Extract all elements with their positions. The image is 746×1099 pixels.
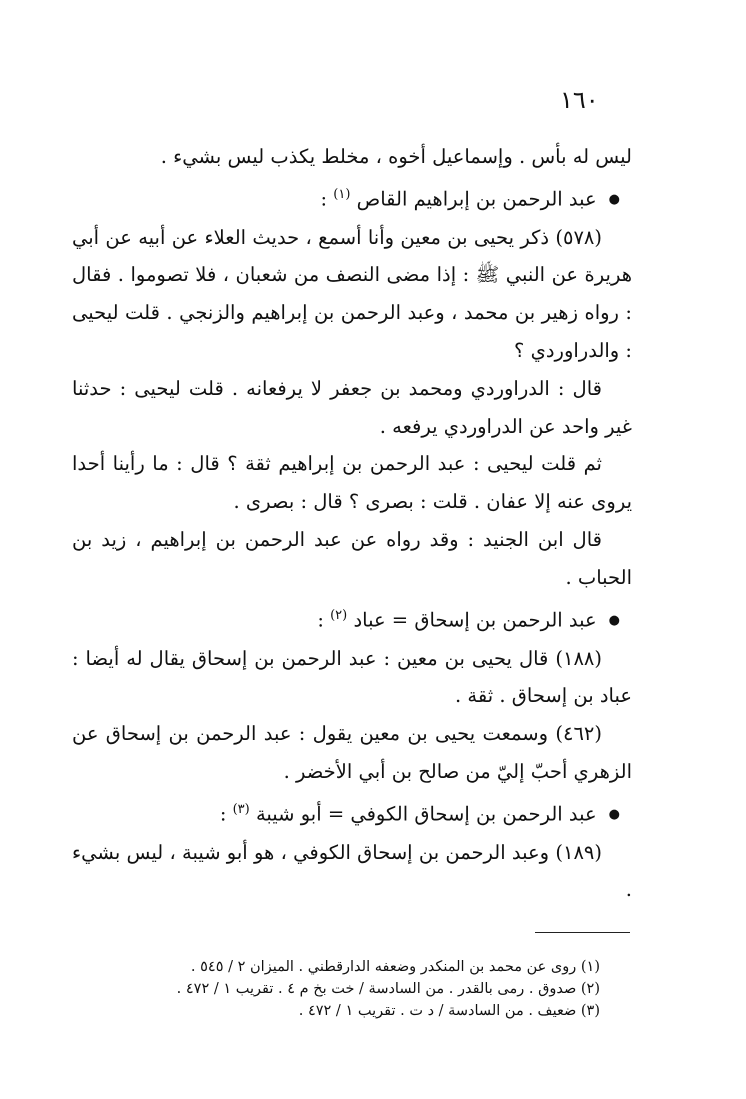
footnote-3: (٣) ضعيف . من السادسة / د ت . تقريب ١ / ٤٧٢ . [298, 1003, 600, 1019]
footnotes [120, 956, 600, 1022]
narration-paragraph: قال ابن الجنيد : وقد رواه عن عبد الرحمن بن إبراهيم ، زيد بن الحباب . [72, 528, 632, 589]
footnote-2: (٢) صدوق . رمى بالقدر . من السادسة / خت بخ م ٤ . تقريب ١ / ٤٧٢ . [176, 981, 600, 997]
entry-heading: ●عبد الرحمن بن إسحاق الكوفي = أبو شيبة $^{(٣)}$ : [219, 801, 620, 826]
page-number: ١٦٠ [560, 86, 599, 114]
footnote-ref: (٢) [330, 607, 348, 623]
bullet-icon: ● [608, 806, 620, 822]
narration-paragraph: قال : الدراوردي ومحمد بن جعفر لا يرفعانه . قلت ليحيى : حدثنا غير واحد عن الدراوردي يرفعه . [72, 376, 632, 438]
entry-name: عبد الرحمن بن إسحاق الكوفي = أبو شيبة [255, 802, 597, 826]
narration-paragraph: (١٨٨) قال يحيى بن معين : عبد الرحمن بن إسحاق يقال له أيضا : عباد بن إسحاق . ثقة . [72, 646, 632, 708]
narration-paragraph: ثم قلت ليحيى : عبد الرحمن بن إبراهيم ثقة ؟ قال : ما رأينا أحدا يروى عنه إلا عفان . قلت : بصرى ؟ قال : بصرى . [72, 452, 632, 514]
narration-paragraph: (٥٧٨) ذكر يحيى بن معين وأنا أسمع ، حديث العلاء عن أبيه عن أبي هريرة عن النبي ﷺ : إذا مضى النصف من شعبان ، فلا تصوموا . فقال : رواه زهير بن محمد ، وعبد الرحمن بن إبراهيم والزنجي . قلت ليحيى : والدراوردي ؟ [72, 225, 632, 363]
footnote-ref: (١) [333, 186, 351, 202]
continuation-line: ليس له بأس . وإسماعيل أخوه ، مخلط يكذب ليس بشيء . [160, 145, 632, 168]
bullet-icon: ● [608, 191, 620, 207]
bullet-icon: ● [608, 612, 620, 628]
footnote-1: (١) روى عن محمد بن المنكدر وضعفه الدارقطني . الميزان ٢ / ٥٤٥ . [190, 959, 600, 975]
footnote-ref: (٣) [232, 801, 250, 817]
entry-heading: ●عبد الرحمن بن إسحاق = عباد $^{(٢)}$ : [317, 607, 620, 632]
entry-name: عبد الرحمن بن إسحاق = عباد [353, 608, 597, 632]
footnote-divider [535, 932, 630, 933]
narration-paragraph: (٤٦٢) وسمعت يحيى بن معين يقول : عبد الرحمن بن إسحاق عن الزهري أحبّ إليّ من صالح بن أبي الأخضر . [72, 722, 632, 783]
narration-paragraph: (١٨٩) وعبد الرحمن بن إسحاق الكوفي ، هو أبو شيبة ، ليس بشيء . [72, 840, 632, 902]
entry-heading: ●عبد الرحمن بن إبراهيم القاص $^{(١)}$ : [320, 186, 620, 211]
entry-name: عبد الرحمن بن إبراهيم القاص [356, 187, 597, 211]
main-text [72, 138, 632, 909]
